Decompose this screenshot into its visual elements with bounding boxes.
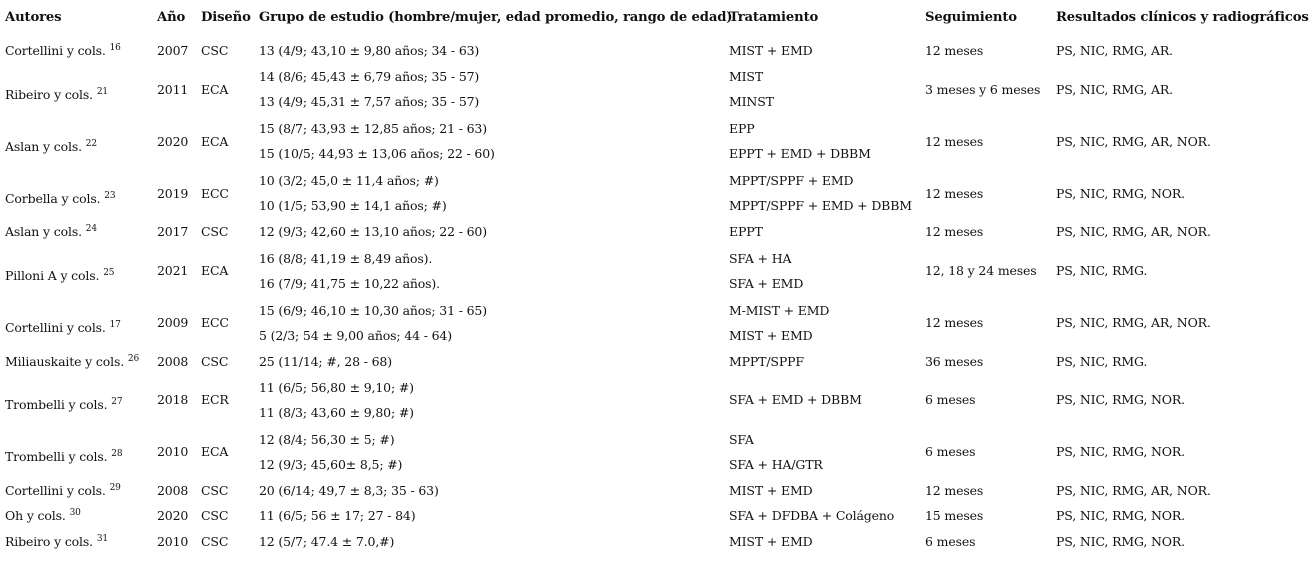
treatment-line: M-MIST + EMD [729, 302, 830, 318]
cell-author [0, 478, 152, 503]
reference-number: 31 [96, 533, 108, 544]
cell-author [0, 528, 152, 553]
cell-treatment [724, 115, 920, 167]
cell-treatment [724, 219, 920, 244]
header-diseno: Diseño [201, 9, 251, 25]
cell-study-group [254, 38, 724, 63]
cell-author [0, 38, 152, 63]
cell-results: PS, NIC, RMG, AR, NOR. [1056, 483, 1211, 499]
cell-study-group [254, 503, 724, 528]
cell-author [0, 219, 152, 244]
cell-results: PS, NIC, RMG, AR, NOR. [1056, 133, 1211, 149]
cell-design: ECA [201, 81, 229, 97]
cell-results: PS, NIC, RMG, NOR. [1056, 508, 1185, 524]
reference-number: 30 [69, 508, 81, 519]
cell-study-group [254, 426, 724, 478]
treatment-line: SFA + DFDBA + Colágeno [729, 508, 895, 524]
header-row [0, 0, 1313, 38]
cell-followup: 6 meses [925, 392, 976, 408]
treatment-line: MPPT/SPPF + EMD [729, 173, 854, 189]
study-group-line: 15 (6/9; 46,10 ± 10,30 años; 31 - 65) [259, 302, 487, 318]
cell-results: PS, NIC, RMG. [1056, 353, 1148, 369]
cell-results: PS, NIC, RMG, NOR. [1056, 533, 1185, 549]
cell-results: PS, NIC, RMG, AR. [1056, 43, 1173, 59]
study-group-line: 12 (5/7; 47.4 ± 7.0,#) [259, 533, 395, 549]
treatment-line: EPP [729, 121, 755, 137]
cell-study-group [254, 297, 724, 349]
author-name: Aslan y cols. [5, 138, 82, 154]
reference-number: 29 [109, 483, 121, 494]
cell-followup: 12 meses [925, 224, 984, 240]
cell-treatment [724, 349, 920, 374]
cell-study-group [254, 115, 724, 167]
cell-design: CSC [201, 43, 229, 59]
cell-results: PS, NIC, RMG, NOR. [1056, 444, 1185, 460]
cell-author [0, 297, 152, 349]
study-group-line: 16 (8/8; 41,19 ± 8,49 años). [259, 250, 433, 266]
study-group-line: 11 (6/5; 56 ± 17; 27 - 84) [259, 508, 416, 524]
table-row [0, 349, 1313, 374]
treatment-line: SFA + EMD + DBBM [729, 392, 862, 408]
cell-treatment [724, 478, 920, 503]
cell-results: PS, NIC, RMG, NOR. [1056, 392, 1185, 408]
header-anio: Año [157, 9, 186, 25]
cell-year: 2009 [157, 315, 189, 331]
cell-author [0, 167, 152, 219]
study-group-line: 5 (2/3; 54 ± 9,00 años; 44 - 64) [259, 327, 452, 343]
cell-author [0, 349, 152, 374]
cell-study-group [254, 219, 724, 244]
reference-number: 16 [109, 43, 121, 54]
study-group-line: 11 (6/5; 56,80 ± 9,10; #) [259, 379, 414, 395]
cell-author [0, 503, 152, 528]
cell-followup: 12 meses [925, 43, 984, 59]
reference-number: 24 [85, 224, 97, 235]
header-resultados: Resultados clínicos y radiográficos [1056, 9, 1309, 25]
cell-study-group [254, 374, 724, 426]
cell-design: ECA [201, 444, 229, 460]
cell-study-group [254, 349, 724, 374]
cell-year: 2008 [157, 483, 189, 499]
cell-year: 2010 [157, 533, 189, 549]
study-group-line: 11 (8/3; 43,60 ± 9,80; #) [259, 404, 414, 420]
cell-year: 2021 [157, 263, 189, 279]
table-row [0, 167, 1313, 219]
cell-year: 2008 [157, 353, 189, 369]
table-row [0, 374, 1313, 426]
cell-year: 2017 [157, 224, 189, 240]
study-group-line: 16 (7/9; 41,75 ± 10,22 años). [259, 275, 440, 291]
cell-design: CSC [201, 508, 229, 524]
cell-design: CSC [201, 483, 229, 499]
cell-year: 2011 [157, 81, 189, 97]
study-group-line: 10 (1/5; 53,90 ± 14,1 años; #) [259, 198, 447, 214]
reference-number: 17 [109, 320, 121, 331]
table-row [0, 219, 1313, 244]
cell-study-group [254, 528, 724, 553]
treatment-line: MIST + EMD [729, 533, 813, 549]
cell-design: ECC [201, 185, 229, 201]
cell-treatment [724, 245, 920, 297]
cell-year: 2010 [157, 444, 189, 460]
cell-treatment [724, 374, 920, 426]
reference-number: 26 [127, 353, 140, 364]
cell-year: 2020 [157, 133, 189, 149]
table-row [0, 478, 1313, 503]
treatment-line: MPPT/SPPF + EMD + DBBM [729, 198, 912, 214]
cell-design: CSC [201, 353, 229, 369]
cell-treatment [724, 297, 920, 349]
table-row [0, 528, 1313, 553]
table-row [0, 63, 1313, 115]
cell-followup: 12 meses [925, 315, 984, 331]
author-name: Trombelli y cols. [5, 397, 108, 413]
treatment-line: EPPT + EMD + DBBM [729, 146, 871, 162]
table-row [0, 245, 1313, 297]
cell-treatment [724, 38, 920, 63]
cell-followup: 12, 18 y 24 meses [925, 263, 1037, 279]
cell-followup: 12 meses [925, 133, 984, 149]
cell-design: ECC [201, 315, 229, 331]
cell-author [0, 63, 152, 115]
study-group-line: 13 (4/9; 45,31 ± 7,57 años; 35 - 57) [259, 94, 480, 110]
study-group-line: 12 (9/3; 45,60± 8,5; #) [259, 456, 403, 472]
treatment-line: SFA + HA/GTR [729, 456, 823, 472]
cell-study-group [254, 478, 724, 503]
study-group-line: 15 (8/7; 43,93 ± 12,85 años; 21 - 63) [259, 121, 487, 137]
cell-design: CSC [201, 224, 229, 240]
treatment-line: EPPT [729, 224, 763, 240]
cell-followup: 6 meses [925, 444, 976, 460]
treatment-line: MIST + EMD [729, 327, 813, 343]
cell-design: ECR [201, 392, 229, 408]
reference-number: 22 [85, 138, 97, 149]
author-name: Ribeiro y cols. [5, 86, 93, 102]
cell-treatment [724, 167, 920, 219]
study-group-line: 13 (4/9; 43,10 ± 9,80 años; 34 - 63) [259, 43, 480, 59]
cell-results: PS, NIC, RMG, AR, NOR. [1056, 224, 1211, 240]
cell-treatment [724, 503, 920, 528]
treatment-line: MPPT/SPPF [729, 353, 804, 369]
table-row [0, 297, 1313, 349]
study-group-line: 25 (11/14; #, 28 - 68) [259, 353, 392, 369]
cell-followup: 15 meses [925, 508, 984, 524]
header-tratamiento: Tratamiento [729, 9, 819, 25]
table-body [0, 38, 1313, 554]
cell-study-group [254, 63, 724, 115]
cell-treatment [724, 63, 920, 115]
cell-treatment [724, 426, 920, 478]
treatment-line: SFA + EMD [729, 275, 804, 291]
table-row [0, 426, 1313, 478]
cell-design: CSC [201, 533, 229, 549]
reference-number: 21 [96, 86, 108, 97]
cell-year: 2019 [157, 185, 189, 201]
cell-results: PS, NIC, RMG, AR, NOR. [1056, 315, 1211, 331]
reference-number: 23 [104, 190, 116, 201]
header-grupo: Grupo de estudio (hombre/mujer, edad promedio, rango de edad) [259, 9, 733, 25]
study-group-line: 10 (3/2; 45,0 ± 11,4 años; #) [259, 173, 439, 189]
header-autores: Autores [5, 9, 62, 25]
author-name: Cortellini y cols. [5, 483, 106, 499]
cell-year: 2018 [157, 392, 189, 408]
cell-results: PS, NIC, RMG. [1056, 263, 1148, 279]
cell-author [0, 245, 152, 297]
reference-number: 25 [103, 268, 115, 279]
table-row [0, 503, 1313, 528]
treatment-line: MINST [729, 94, 774, 110]
cell-design: ECA [201, 263, 229, 279]
cell-author [0, 374, 152, 426]
study-group-line: 15 (10/5; 44,93 ± 13,06 años; 22 - 60) [259, 146, 495, 162]
cell-year: 2007 [157, 43, 189, 59]
author-name: Miliauskaite y cols. [5, 353, 125, 369]
cell-study-group [254, 167, 724, 219]
cell-followup: 6 meses [925, 533, 976, 549]
reference-number: 27 [111, 397, 123, 408]
reference-number: 28 [111, 449, 123, 460]
cell-author [0, 115, 152, 167]
author-name: Trombelli y cols. [5, 449, 108, 465]
author-name: Ribeiro y cols. [5, 533, 93, 549]
cell-results: PS, NIC, RMG, AR. [1056, 81, 1173, 97]
cell-followup: 36 meses [925, 353, 984, 369]
study-group-line: 12 (8/4; 56,30 ± 5; #) [259, 431, 395, 447]
treatment-line: MIST + EMD [729, 43, 813, 59]
cell-treatment [724, 528, 920, 553]
author-name: Cortellini y cols. [5, 320, 106, 336]
author-name: Aslan y cols. [5, 224, 82, 240]
cell-study-group [254, 245, 724, 297]
author-name: Pilloni A y cols. [5, 268, 100, 284]
header-seguimiento: Seguimiento [925, 9, 1017, 25]
treatment-line: SFA [729, 431, 754, 447]
cell-followup: 3 meses y 6 meses [925, 81, 1041, 97]
cell-followup: 12 meses [925, 185, 984, 201]
table-row [0, 38, 1313, 63]
cell-year: 2020 [157, 508, 189, 524]
table-row [0, 115, 1313, 167]
treatment-line: SFA + HA [729, 250, 792, 266]
author-name: Oh y cols. [5, 508, 66, 524]
cell-followup: 12 meses [925, 483, 984, 499]
study-group-line: 14 (8/6; 45,43 ± 6,79 años; 35 - 57) [259, 69, 480, 85]
study-group-line: 20 (6/14; 49,7 ± 8,3; 35 - 63) [259, 483, 439, 499]
cell-author [0, 426, 152, 478]
cell-design: ECA [201, 133, 229, 149]
treatment-line: MIST [729, 69, 764, 85]
treatment-line: MIST + EMD [729, 483, 813, 499]
study-group-line: 12 (9/3; 42,60 ± 13,10 años; 22 - 60) [259, 224, 487, 240]
author-name: Corbella y cols. [5, 190, 101, 206]
author-name: Cortellini y cols. [5, 43, 106, 59]
cell-results: PS, NIC, RMG, NOR. [1056, 185, 1185, 201]
